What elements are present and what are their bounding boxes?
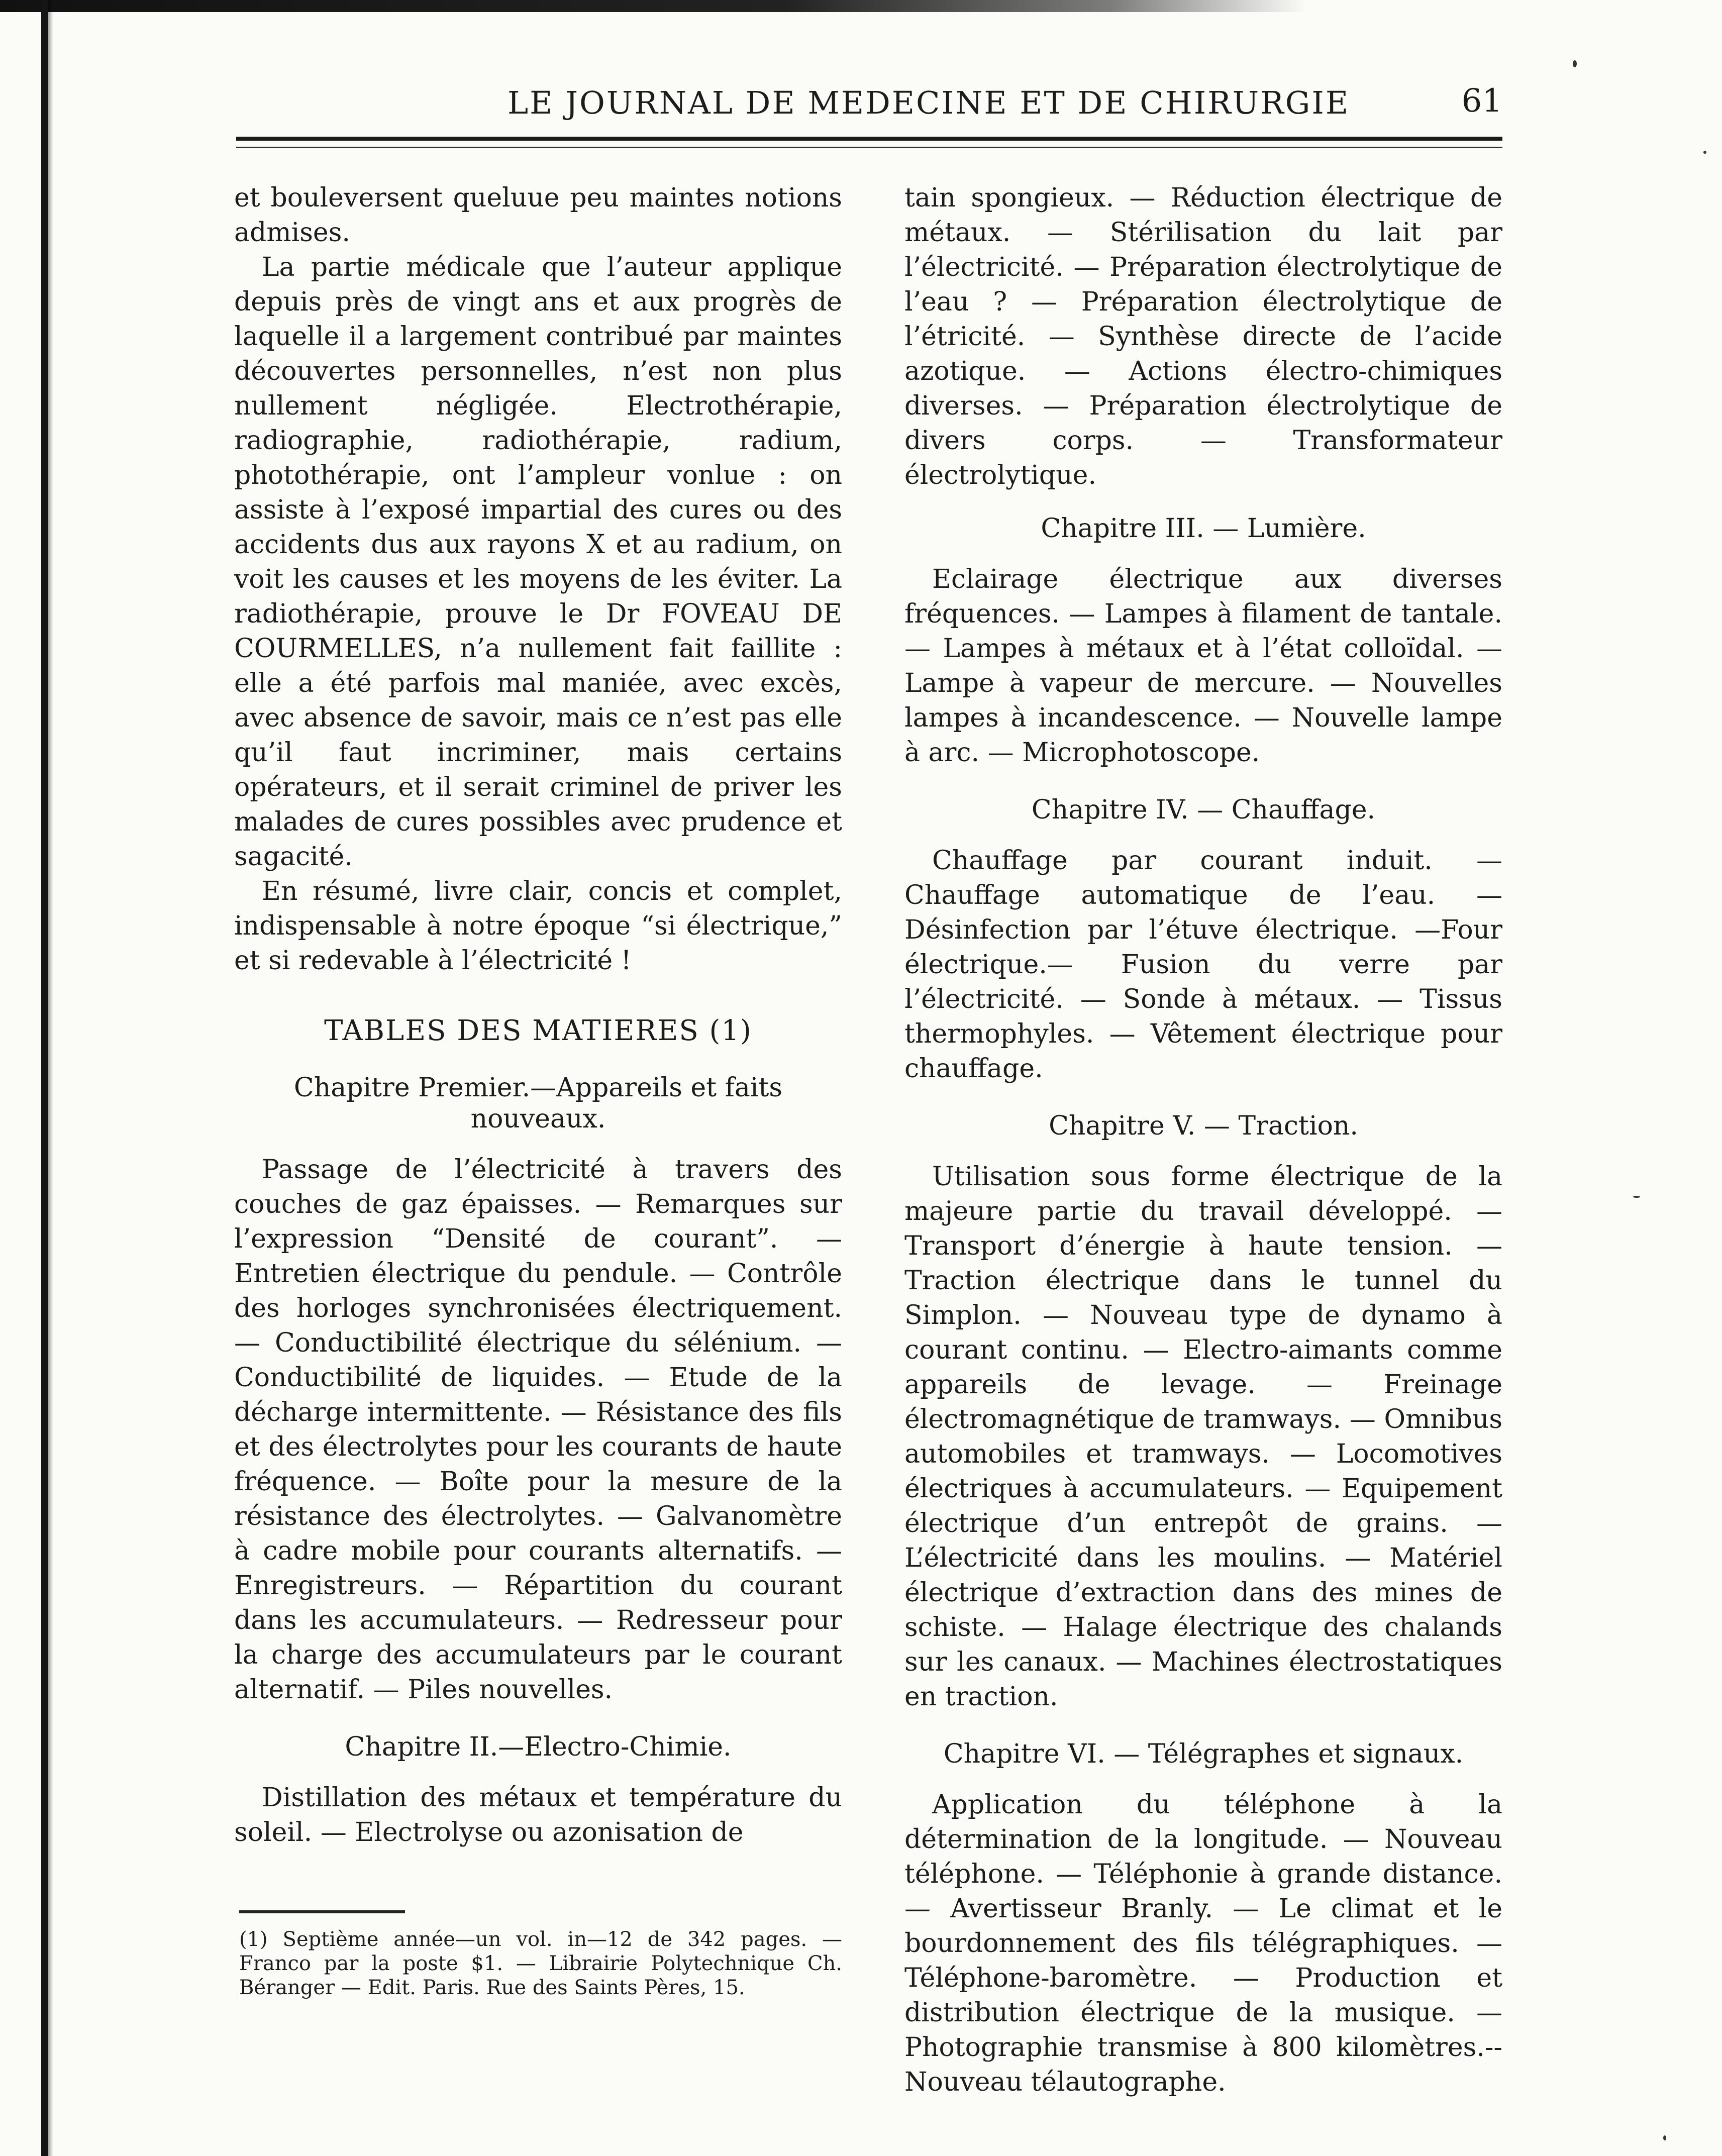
chapter-4-heading: Chapitre IV. — Chauffage.: [1031, 795, 1376, 825]
scan-speck: [1663, 2135, 1666, 2140]
chapter-6-heading: Chapitre VI. — Télégraphes et signaux.: [943, 1739, 1464, 1769]
scan-speck: [1633, 1196, 1640, 1198]
chapter-2-text-continued: tain spongieux. — Réduction électrique de métaux. — Stérilisation du lait par l’électricité. — Préparation électrolytique de l’eau ? — Préparation électrolytique de l’étricité. — Synthèse directe de l’acide azotique. — Actions électro-chimiques diverses. — Préparation électrolytique de divers corps. — Transformateur électrolytique.: [904, 183, 1502, 490]
chapter-2-heading: Chapitre II.—Electro-Chimie.: [345, 1732, 732, 1762]
footnote: (1) Septième année—un vol. in—12 de 342 pages. — Franco par la poste $1. — Librairie Polytechnique Ch. Béranger — Edit. Paris. Rue des Saints Pères, 15.: [239, 1928, 842, 1999]
chapter-1-heading: Chapitre Premier.—Appareils et faits nouveaux.: [293, 1073, 783, 1134]
chapter-4-text: Chauffage par courant induit. — Chauffage automatique de l’eau. — Désinfection par l’étuve électrique. —Four électrique.— Fusion du verre par l’électricité. — Sonde à métaux. — Tissus thermophyles. — Vêtement électrique pour chauffage.: [904, 846, 1502, 1084]
chapter-6-text: Application du téléphone à la détermination de la longitude. — Nouveau téléphone. — Téléphonie à grande distance. — Avertisseur Branly. — Le climat et le bourdonnement des fils télégraphiques. — Téléphone-baromètre. — Production et distribution électrique de la musique. — Photographie transmise à 800 kilomètres.--Nouveau télautographe.: [904, 1790, 1502, 2097]
binding-shadow: [48, 0, 53, 2156]
paragraph-continuation: et bouleversent queluue peu maintes notions admises.: [234, 183, 842, 248]
right-column: [904, 181, 1502, 2100]
running-title: LE JOURNAL DE MEDECINE ET DE CHIRURGIE: [508, 84, 1350, 121]
page-number: 61: [1461, 82, 1502, 120]
binding-spine: [41, 0, 48, 2156]
paragraph-medical-part: La partie médicale que l’auteur applique depuis près de vingt ans et aux progrès de laquelle il a largement contribué par maintes découvertes personnelles, n’est non plus nullement négligée. Electrothérapie, radiographie, radiothérapie, radium, photothérapie, ont l’ampleur vonlue : on assiste à l’exposé impartial des cures ou des accidents dus aux rayons X et au radium, on voit les causes et les moyens de les éviter. La radiothérapie, prouve le Dr FOVEAU DE COURMELLES, n’a nullement fait faillite : elle a été parfois mal maniée, avec excès, avec absence de savoir, mais ce n’est pas elle qu’il faut incriminer, mais certains opérateurs, et il serait criminel de priver les malades de cures possibles avec prudence et sagacité.: [234, 252, 842, 872]
scan-top-edge: [0, 0, 1306, 12]
scan-speck: [1573, 60, 1577, 67]
chapter-1-text: Passage de l’électricité à travers des couches de gaz épaisses. — Remarques sur l’expression “Densité de courant”. — Entretien électrique du pendule. — Contrôle des horloges synchronisées électriquement. — Conductibilité électrique du sélénium. — Conductibilité de liquides. — Etude de la décharge intermittente. — Résistance des fils et des électrolytes pour les courants de haute fréquence. — Boîte pour la mesure de la résistance des électrolytes. — Galvanomètre à cadre mobile pour courants alternatifs. — Enregistreurs. — Répartition du courant dans les accumulateurs. — Redresseur pour la charge des accumulateurs par le courant alternatif. — Piles nouvelles.: [234, 1155, 842, 1705]
left-column: [234, 181, 842, 2000]
tables-heading: TABLES DES MATIERES (1): [324, 1014, 752, 1047]
chapter-3-text: Eclairage électrique aux diverses fréquences. — Lampes à filament de tantale. — Lampes à métaux et à l’état colloïdal. — Lampe à vapeur de mercure. — Nouvelles lampes à incandescence. — Nouvelle lampe à arc. — Microphotoscope.: [904, 564, 1502, 768]
page-header: [236, 80, 1502, 136]
footnote-rule: [239, 1910, 405, 1913]
chapter-3-heading: Chapitre III. — Lumière.: [1041, 514, 1366, 544]
chapter-5-text: Utilisation sous forme électrique de la majeure partie du travail développé. — Transport d’énergie à haute tension. — Traction électrique dans le tunnel du Simplon. — Nouveau type de dynamo à courant continu. — Electro-aimants comme appareils de levage. — Freinage électromagnétique de tramways. — Omnibus automobiles et tramways. — Locomotives électriques à accumulateurs. — Equipement électrique d’un entrepôt de grains. — L’électricité dans les moulins. — Matériel électrique d’extraction dans des mines de schiste. — Halage électrique des chalands sur les canaux. — Machines électrostatiques en traction.: [904, 1162, 1502, 1712]
chapter-5-heading: Chapitre V. — Traction.: [1049, 1111, 1358, 1141]
chapter-2-text-start: Distillation des métaux et température du soleil. — Electrolyse ou azonisation de: [234, 1783, 842, 1847]
header-rule-thin: [236, 147, 1502, 148]
header-rule-thick: [236, 137, 1502, 141]
paragraph-summary: En résumé, livre clair, concis et complet, indispensable à notre époque “si électrique,” et si redevable à l’électricité !: [234, 876, 842, 976]
scan-speck: [1703, 151, 1706, 154]
